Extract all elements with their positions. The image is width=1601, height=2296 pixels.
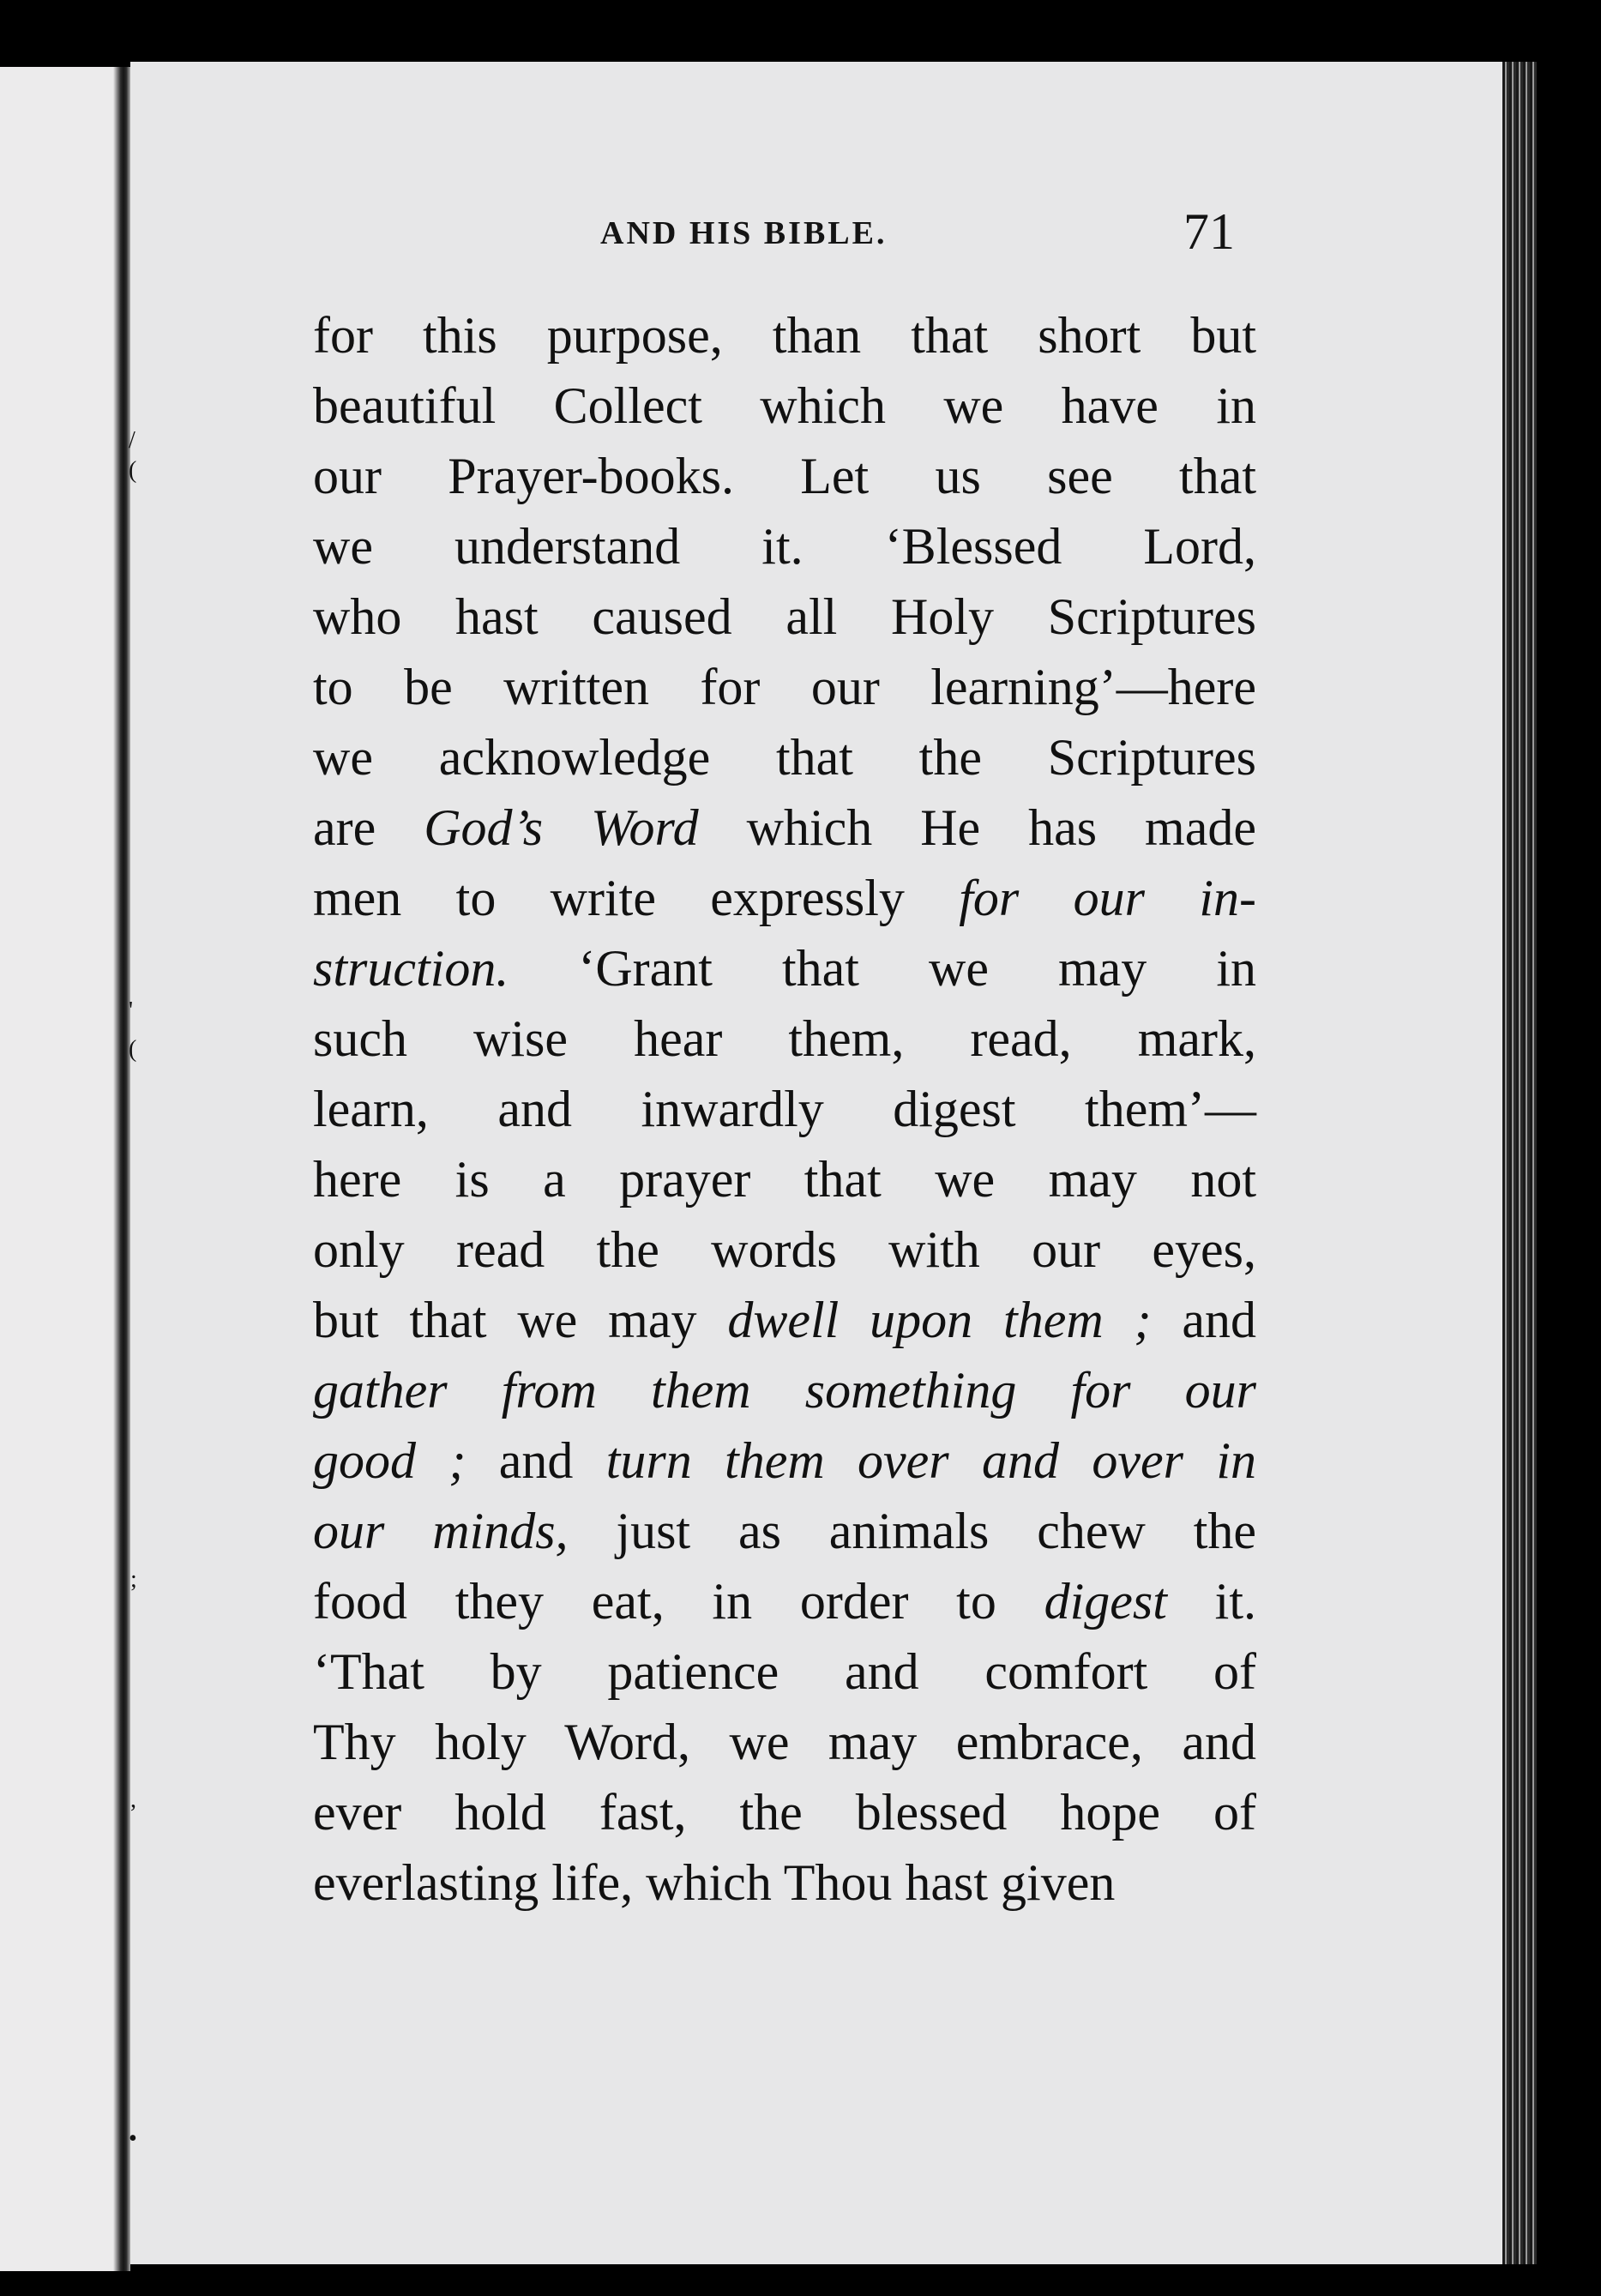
page-number: 71	[1183, 203, 1235, 260]
text-line	[313, 1074, 1256, 1144]
body-text	[313, 300, 1256, 1918]
text-segment: and	[1151, 1292, 1256, 1348]
margin-mark: '	[129, 997, 134, 1024]
text-segment: for this purpose, than that short but	[313, 307, 1256, 364]
text-line	[313, 1496, 1256, 1566]
text-segment: are	[313, 799, 424, 856]
text-line	[313, 652, 1256, 722]
text-segment: which He has made	[698, 799, 1256, 856]
page-fore-edge	[1502, 62, 1537, 2279]
italic-text: good ;	[313, 1432, 466, 1489]
text-segment: our Prayer-books. Let us see that	[313, 448, 1256, 504]
text-segment: just as animals chew the	[568, 1503, 1257, 1559]
text-segment: we understand it. ‘Blessed Lord,	[313, 518, 1256, 575]
margin-mark: (	[129, 1036, 137, 1063]
running-head: AND HIS BIBLE.	[600, 215, 888, 251]
text-line	[313, 1636, 1256, 1707]
text-segment: here is a prayer that we may not	[313, 1151, 1256, 1208]
margin-mark: (	[129, 457, 137, 484]
text-segment: only read the words with our eyes,	[313, 1221, 1256, 1278]
italic-text: for our in-	[959, 870, 1256, 926]
margin-mark: ,	[130, 1787, 136, 1813]
page-bottom-edge	[130, 2264, 1537, 2296]
text-segment: and	[466, 1432, 606, 1489]
facing-page-edge	[0, 67, 120, 2271]
italic-text: God’s Word	[424, 799, 699, 856]
text-line	[313, 1285, 1256, 1355]
text-line	[313, 1777, 1256, 1847]
text-segment: ‘That by patience and comfort of	[313, 1643, 1256, 1700]
text-segment: everlasting life, which Thou hast given	[313, 1854, 1116, 1911]
text-line	[313, 371, 1256, 441]
text-line	[313, 582, 1256, 652]
text-line	[313, 441, 1256, 511]
text-segment: but that we may	[313, 1292, 728, 1348]
text-line	[313, 1566, 1256, 1636]
italic-text: turn them over and over in	[605, 1432, 1256, 1489]
text-segment: beautiful Collect which we have in	[313, 377, 1256, 434]
italic-text: struction.	[313, 940, 509, 997]
text-line	[313, 933, 1256, 1003]
text-segment: ‘Grant that we may in	[509, 940, 1256, 997]
text-line	[313, 1707, 1256, 1777]
text-line	[313, 1355, 1256, 1425]
text-line	[313, 863, 1256, 933]
text-line	[313, 511, 1256, 582]
text-segment: learn, and inwardly digest them’—	[313, 1081, 1256, 1137]
text-segment: such wise hear them, read, mark,	[313, 1010, 1256, 1067]
italic-text: dwell upon them ;	[727, 1292, 1152, 1348]
text-line	[313, 1144, 1256, 1214]
text-segment: ever hold fast, the blessed hope of	[313, 1784, 1256, 1841]
text-line	[313, 1003, 1256, 1074]
text-segment: food they eat, in order to	[313, 1573, 1044, 1630]
italic-text: gather from them something for our	[313, 1362, 1256, 1419]
book-gutter	[113, 67, 132, 2271]
text-line	[313, 300, 1256, 371]
margin-mark: /	[129, 427, 135, 454]
text-segment: who hast caused all Holy Scriptures	[313, 588, 1256, 645]
margin-mark: ;	[130, 1566, 137, 1593]
text-segment: to be written for our learning’—here	[313, 659, 1256, 715]
italic-text: our minds,	[313, 1503, 569, 1559]
text-segment: it.	[1166, 1573, 1256, 1630]
text-segment: men to write expressly	[313, 870, 960, 926]
text-segment: Thy holy Word, we may embrace, and	[313, 1714, 1256, 1770]
italic-text: digest	[1044, 1573, 1167, 1630]
text-segment: we acknowledge that the Scriptures	[313, 729, 1256, 786]
text-line	[313, 1847, 1256, 1918]
text-line	[313, 1214, 1256, 1285]
margin-mark: •	[129, 2125, 137, 2152]
text-line	[313, 722, 1256, 792]
text-line	[313, 1425, 1256, 1496]
text-line	[313, 792, 1256, 863]
